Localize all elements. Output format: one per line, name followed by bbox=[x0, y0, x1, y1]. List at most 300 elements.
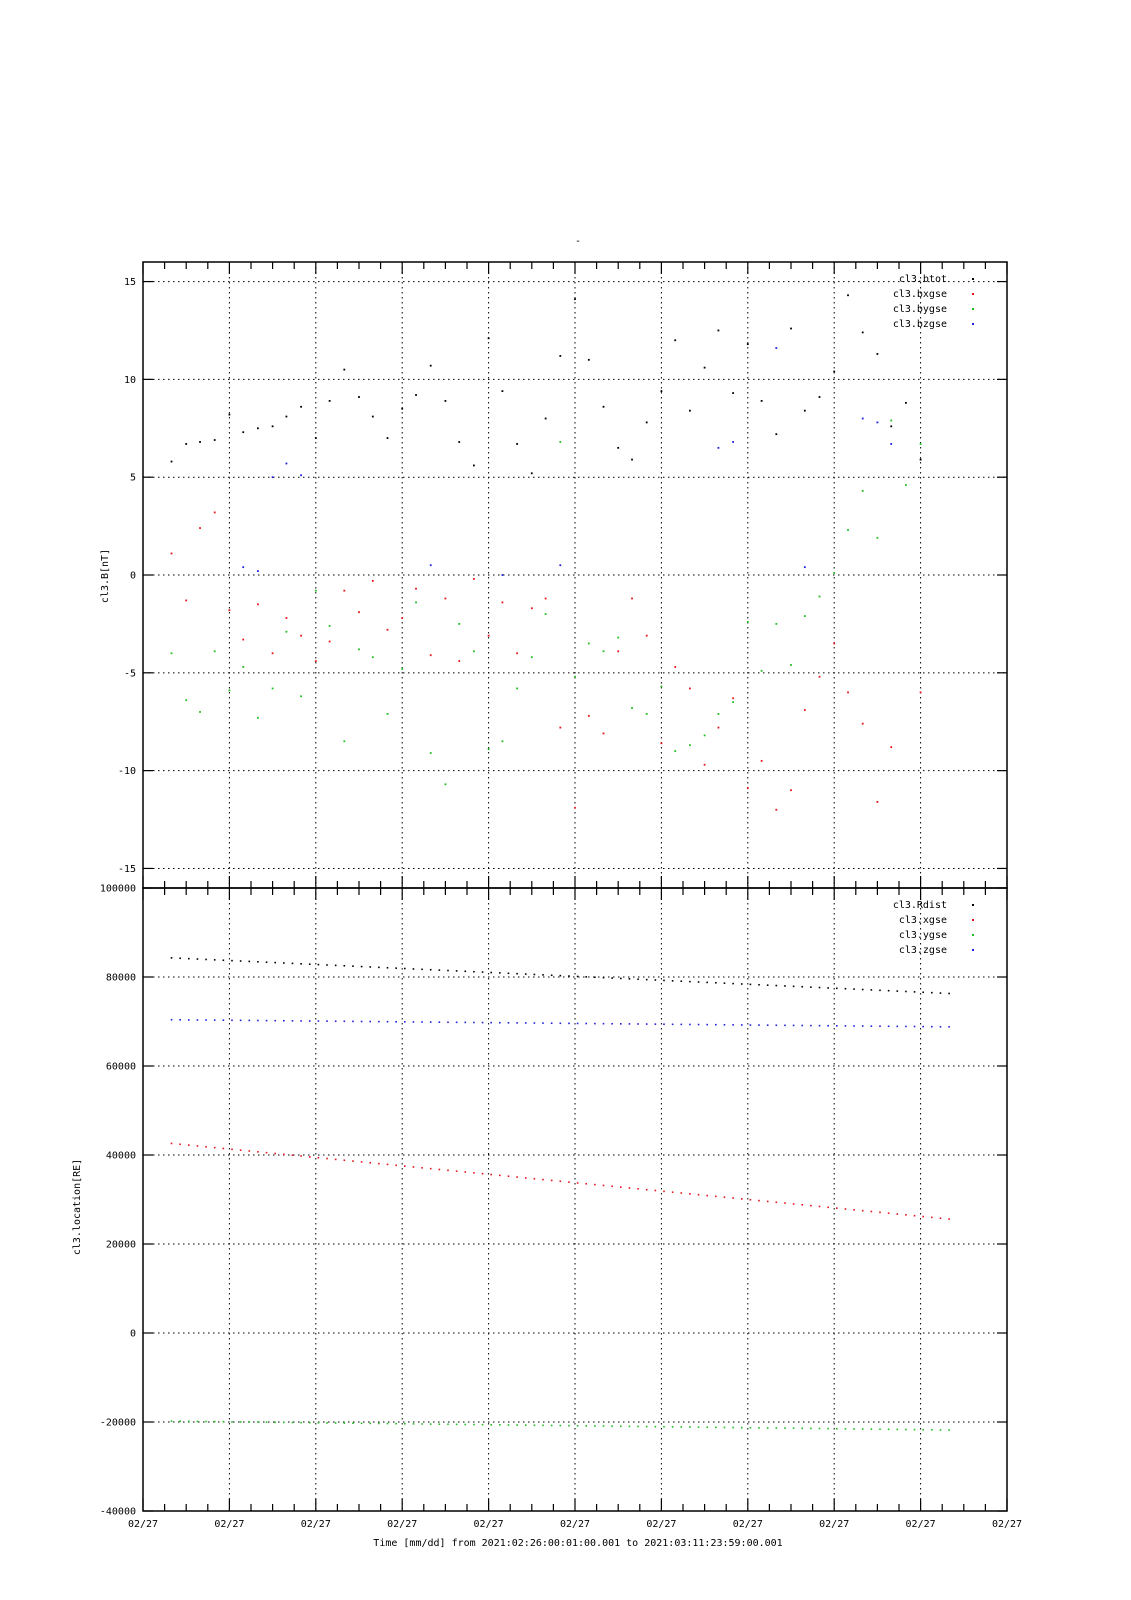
data-point bbox=[672, 1426, 674, 1428]
data-point bbox=[920, 691, 922, 693]
data-point bbox=[508, 1022, 510, 1024]
location-panel bbox=[72, 884, 1007, 1518]
data-point bbox=[292, 1154, 294, 1156]
data-point bbox=[698, 981, 700, 983]
data-point bbox=[741, 1198, 743, 1200]
data-point bbox=[464, 1424, 466, 1426]
data-point bbox=[922, 991, 924, 993]
data-point bbox=[776, 985, 778, 987]
data-point bbox=[594, 1425, 596, 1427]
data-point bbox=[758, 1200, 760, 1202]
data-point bbox=[793, 1427, 795, 1429]
data-point bbox=[473, 650, 475, 652]
data-point bbox=[896, 1213, 898, 1215]
data-point bbox=[718, 713, 720, 715]
data-point bbox=[309, 1020, 311, 1022]
data-point bbox=[415, 394, 417, 396]
data-point bbox=[447, 1423, 449, 1425]
data-point bbox=[767, 984, 769, 986]
data-point bbox=[948, 1218, 950, 1220]
data-point bbox=[594, 1184, 596, 1186]
legend-marker bbox=[972, 949, 974, 951]
legend-entry-label: cl3.zgse bbox=[898, 945, 947, 956]
data-point bbox=[482, 1424, 484, 1426]
data-point bbox=[387, 967, 389, 969]
data-point bbox=[318, 1020, 320, 1022]
data-point bbox=[185, 699, 187, 701]
data-point bbox=[761, 760, 763, 762]
data-point bbox=[568, 1425, 570, 1427]
data-point bbox=[502, 601, 504, 603]
data-point bbox=[560, 1180, 562, 1182]
data-point bbox=[531, 656, 533, 658]
data-point bbox=[473, 1022, 475, 1024]
data-point bbox=[862, 1210, 864, 1212]
data-point bbox=[741, 1427, 743, 1429]
data-point bbox=[776, 1427, 778, 1429]
data-point bbox=[750, 1427, 752, 1429]
data-point bbox=[266, 961, 268, 963]
data-point bbox=[890, 443, 892, 445]
data-point bbox=[358, 611, 360, 613]
data-point bbox=[761, 400, 763, 402]
data-point bbox=[344, 1021, 346, 1023]
data-point bbox=[257, 1421, 259, 1423]
data-point bbox=[231, 1421, 233, 1423]
data-point bbox=[456, 1022, 458, 1024]
data-point bbox=[646, 1023, 648, 1025]
data-point bbox=[804, 410, 806, 412]
legend-entry-label: cl3.xgse bbox=[898, 915, 947, 926]
legend-entry-label: cl3.btot bbox=[898, 274, 947, 285]
data-point bbox=[283, 962, 285, 964]
data-point bbox=[646, 1426, 648, 1428]
data-point bbox=[257, 961, 259, 963]
data-point bbox=[617, 650, 619, 652]
data-point bbox=[464, 971, 466, 973]
data-point bbox=[890, 425, 892, 427]
data-point bbox=[655, 1190, 657, 1192]
data-point bbox=[335, 1159, 337, 1161]
data-point bbox=[272, 425, 274, 427]
data-point bbox=[810, 986, 812, 988]
data-point bbox=[646, 979, 648, 981]
data-point bbox=[223, 1019, 225, 1021]
data-point bbox=[387, 1021, 389, 1023]
data-point bbox=[776, 1024, 778, 1026]
data-point bbox=[732, 1427, 734, 1429]
data-point bbox=[674, 750, 676, 752]
data-point bbox=[352, 965, 354, 967]
data-point bbox=[283, 1020, 285, 1022]
data-point bbox=[214, 650, 216, 652]
y-tick-label: 0 bbox=[129, 570, 136, 582]
data-point bbox=[920, 459, 922, 461]
data-point bbox=[300, 406, 302, 408]
data-point bbox=[819, 596, 821, 598]
data-point bbox=[784, 1427, 786, 1429]
data-point bbox=[559, 564, 561, 566]
data-point bbox=[445, 783, 447, 785]
data-point bbox=[516, 1424, 518, 1426]
data-point bbox=[718, 447, 720, 449]
data-point bbox=[525, 973, 527, 975]
data-point bbox=[585, 976, 587, 978]
data-point bbox=[315, 590, 317, 592]
data-point bbox=[767, 1201, 769, 1203]
data-point bbox=[672, 980, 674, 982]
y-tick-label: 40000 bbox=[105, 1150, 136, 1162]
data-point bbox=[473, 578, 475, 580]
data-point bbox=[767, 1024, 769, 1026]
x-tick-label: 02/27 bbox=[300, 1519, 331, 1530]
data-point bbox=[672, 1024, 674, 1026]
data-point bbox=[240, 1020, 242, 1022]
data-point bbox=[430, 1168, 432, 1170]
data-point bbox=[229, 609, 231, 611]
data-point bbox=[171, 957, 173, 959]
data-point bbox=[286, 631, 288, 633]
data-point bbox=[404, 1021, 406, 1023]
data-point bbox=[847, 691, 849, 693]
data-point bbox=[680, 1426, 682, 1428]
data-point bbox=[594, 976, 596, 978]
y-tick-label: 5 bbox=[129, 472, 136, 484]
data-point bbox=[603, 977, 605, 979]
data-point bbox=[689, 981, 691, 983]
x-tick-label: 02/27 bbox=[127, 1519, 159, 1530]
data-point bbox=[458, 441, 460, 443]
data-point bbox=[629, 1426, 631, 1428]
data-point bbox=[568, 975, 570, 977]
legend bbox=[893, 274, 974, 330]
data-point bbox=[372, 580, 374, 582]
data-point bbox=[706, 1426, 708, 1428]
data-point bbox=[214, 959, 216, 961]
data-point bbox=[931, 992, 933, 994]
data-point bbox=[344, 965, 346, 967]
x-tick-label: 02/27 bbox=[387, 1519, 418, 1530]
data-point bbox=[905, 1026, 907, 1028]
y-tick-label: 60000 bbox=[105, 1061, 136, 1073]
data-point bbox=[663, 1023, 665, 1025]
data-point bbox=[810, 1205, 812, 1207]
data-point bbox=[804, 566, 806, 568]
data-point bbox=[706, 1195, 708, 1197]
data-point bbox=[574, 676, 576, 678]
data-point bbox=[637, 1426, 639, 1428]
data-point bbox=[272, 688, 274, 690]
data-point bbox=[413, 1021, 415, 1023]
data-point bbox=[401, 617, 403, 619]
data-point bbox=[329, 641, 331, 643]
data-point bbox=[920, 443, 922, 445]
data-point bbox=[588, 715, 590, 717]
data-point bbox=[819, 1428, 821, 1430]
series-cl3-bxgse bbox=[171, 512, 922, 811]
data-point bbox=[862, 332, 864, 334]
data-point bbox=[588, 359, 590, 361]
data-point bbox=[395, 1021, 397, 1023]
data-point bbox=[197, 1145, 199, 1147]
data-point bbox=[724, 982, 726, 984]
data-point bbox=[674, 666, 676, 668]
data-point bbox=[560, 1022, 562, 1024]
data-point bbox=[603, 1023, 605, 1025]
data-point bbox=[326, 1020, 328, 1022]
data-point bbox=[223, 1421, 225, 1423]
data-point bbox=[620, 1186, 622, 1188]
y-tick-label: -10 bbox=[117, 766, 136, 778]
x-tick-label: 02/27 bbox=[732, 1519, 763, 1530]
data-point bbox=[283, 1154, 285, 1156]
data-point bbox=[274, 1020, 276, 1022]
data-point bbox=[372, 656, 374, 658]
data-point bbox=[689, 1024, 691, 1026]
data-point bbox=[801, 1204, 803, 1206]
data-point bbox=[272, 476, 274, 478]
data-point bbox=[395, 1423, 397, 1425]
data-point bbox=[439, 969, 441, 971]
data-point bbox=[534, 1178, 536, 1180]
data-point bbox=[761, 670, 763, 672]
data-point bbox=[542, 1179, 544, 1181]
data-point bbox=[430, 1423, 432, 1425]
data-point bbox=[378, 1163, 380, 1165]
axis-ticks bbox=[143, 262, 1007, 888]
y-tick-label: 0 bbox=[129, 1328, 136, 1340]
x-tick-label: 02/27 bbox=[473, 1519, 504, 1530]
data-point bbox=[456, 1424, 458, 1426]
data-point bbox=[879, 1025, 881, 1027]
data-point bbox=[617, 447, 619, 449]
data-point bbox=[577, 1182, 579, 1184]
data-point bbox=[689, 688, 691, 690]
data-point bbox=[197, 1421, 199, 1423]
legend-entry-label: cl3.bygse bbox=[892, 304, 947, 315]
data-point bbox=[205, 1146, 207, 1148]
grid-lines bbox=[143, 262, 1007, 888]
data-point bbox=[689, 410, 691, 412]
data-point bbox=[274, 962, 276, 964]
data-point bbox=[879, 990, 881, 992]
data-point bbox=[185, 600, 187, 602]
data-point bbox=[343, 740, 345, 742]
data-point bbox=[490, 1424, 492, 1426]
data-point bbox=[292, 1422, 294, 1424]
series-cl3-bzgse bbox=[242, 347, 892, 576]
data-point bbox=[718, 727, 720, 729]
data-point bbox=[309, 1156, 311, 1158]
data-point bbox=[646, 1189, 648, 1191]
data-point bbox=[877, 422, 879, 424]
data-point bbox=[447, 1170, 449, 1172]
data-point bbox=[531, 472, 533, 474]
data-point bbox=[674, 339, 676, 341]
data-point bbox=[387, 629, 389, 631]
data-point bbox=[905, 484, 907, 486]
data-point bbox=[499, 972, 501, 974]
data-point bbox=[542, 974, 544, 976]
data-point bbox=[776, 1201, 778, 1203]
data-point bbox=[199, 441, 201, 443]
data-point bbox=[793, 1025, 795, 1027]
data-point bbox=[214, 512, 216, 514]
y-tick-label: 15 bbox=[123, 277, 136, 289]
data-point bbox=[577, 1023, 579, 1025]
data-point bbox=[715, 1024, 717, 1026]
data-point bbox=[315, 437, 317, 439]
data-point bbox=[404, 1165, 406, 1167]
data-point bbox=[464, 1171, 466, 1173]
data-point bbox=[661, 742, 663, 744]
data-point bbox=[502, 740, 504, 742]
x-axis-label: Time [mm/dd] from 2021:02:26:00:01:00.001 to 2021:03:11:23:59:00.001 bbox=[373, 1538, 783, 1549]
data-point bbox=[940, 1217, 942, 1219]
data-point bbox=[292, 963, 294, 965]
data-point bbox=[853, 1209, 855, 1211]
data-point bbox=[790, 664, 792, 666]
data-point bbox=[188, 1421, 190, 1423]
data-point bbox=[888, 990, 890, 992]
data-point bbox=[948, 993, 950, 995]
data-point bbox=[421, 1423, 423, 1425]
data-point bbox=[188, 1144, 190, 1146]
data-point bbox=[877, 801, 879, 803]
data-point bbox=[931, 1026, 933, 1028]
data-point bbox=[862, 989, 864, 991]
data-point bbox=[689, 744, 691, 746]
data-point bbox=[819, 676, 821, 678]
data-point bbox=[499, 1424, 501, 1426]
legend-marker bbox=[972, 308, 974, 310]
data-point bbox=[663, 1191, 665, 1193]
data-point bbox=[914, 1026, 916, 1028]
data-point bbox=[188, 958, 190, 960]
data-point bbox=[847, 294, 849, 296]
data-point bbox=[542, 1022, 544, 1024]
data-point bbox=[171, 1143, 173, 1145]
data-point bbox=[358, 648, 360, 650]
data-point bbox=[847, 529, 849, 531]
data-point bbox=[534, 1022, 536, 1024]
data-point bbox=[508, 972, 510, 974]
data-point bbox=[698, 1426, 700, 1428]
data-point bbox=[315, 660, 317, 662]
data-point bbox=[179, 1420, 181, 1422]
data-point bbox=[516, 443, 518, 445]
data-point bbox=[430, 365, 432, 367]
data-point bbox=[620, 1425, 622, 1427]
data-point bbox=[836, 1428, 838, 1430]
series-cl3-xgse bbox=[171, 1143, 950, 1220]
data-point bbox=[603, 733, 605, 735]
data-point bbox=[286, 463, 288, 465]
page-title: - bbox=[574, 236, 582, 247]
data-point bbox=[242, 566, 244, 568]
data-point bbox=[853, 988, 855, 990]
data-point bbox=[283, 1422, 285, 1424]
data-point bbox=[229, 690, 231, 692]
y-tick-label: 10 bbox=[123, 374, 136, 386]
data-point bbox=[473, 1172, 475, 1174]
data-point bbox=[318, 1422, 320, 1424]
data-point bbox=[801, 1025, 803, 1027]
y-tick-label: -20000 bbox=[99, 1417, 136, 1429]
data-point bbox=[845, 1025, 847, 1027]
data-point bbox=[439, 1021, 441, 1023]
data-point bbox=[430, 654, 432, 656]
x-tick-label: 02/27 bbox=[646, 1519, 677, 1530]
data-point bbox=[335, 1422, 337, 1424]
data-points bbox=[171, 957, 950, 1431]
data-point bbox=[747, 343, 749, 345]
data-point bbox=[482, 1022, 484, 1024]
data-point bbox=[568, 1023, 570, 1025]
data-point bbox=[240, 1421, 242, 1423]
data-point bbox=[421, 969, 423, 971]
data-point bbox=[179, 1143, 181, 1145]
data-point bbox=[439, 1169, 441, 1171]
series-cl3-bygse bbox=[171, 420, 922, 786]
data-point bbox=[724, 1024, 726, 1026]
data-point bbox=[488, 635, 490, 637]
data-point bbox=[888, 1025, 890, 1027]
data-point bbox=[395, 967, 397, 969]
data-point bbox=[401, 668, 403, 670]
data-point bbox=[197, 1019, 199, 1021]
data-point bbox=[545, 418, 547, 420]
data-point bbox=[401, 408, 403, 410]
data-point bbox=[631, 707, 633, 709]
data-point bbox=[940, 992, 942, 994]
data-point bbox=[750, 984, 752, 986]
data-point bbox=[804, 615, 806, 617]
data-point bbox=[896, 1026, 898, 1028]
data-point bbox=[300, 635, 302, 637]
data-point bbox=[372, 416, 374, 418]
data-point bbox=[724, 1427, 726, 1429]
data-point bbox=[171, 1420, 173, 1422]
data-point bbox=[231, 1149, 233, 1151]
data-point bbox=[421, 1167, 423, 1169]
data-point bbox=[611, 977, 613, 979]
data-point bbox=[706, 1024, 708, 1026]
data-point bbox=[888, 1429, 890, 1431]
data-point bbox=[369, 966, 371, 968]
data-points bbox=[171, 294, 922, 810]
data-point bbox=[335, 1020, 337, 1022]
data-point bbox=[430, 969, 432, 971]
data-point bbox=[525, 1177, 527, 1179]
data-point bbox=[574, 298, 576, 300]
data-point bbox=[488, 748, 490, 750]
data-point bbox=[741, 983, 743, 985]
data-point bbox=[629, 978, 631, 980]
data-point bbox=[214, 1421, 216, 1423]
data-point bbox=[775, 623, 777, 625]
data-point bbox=[378, 1021, 380, 1023]
data-point bbox=[827, 1025, 829, 1027]
data-point bbox=[905, 1214, 907, 1216]
data-point bbox=[845, 1428, 847, 1430]
data-point bbox=[890, 420, 892, 422]
series-cl3-btot bbox=[171, 294, 922, 474]
data-point bbox=[490, 1022, 492, 1024]
data-point bbox=[223, 1148, 225, 1150]
data-point bbox=[329, 400, 331, 402]
data-point bbox=[199, 711, 201, 713]
